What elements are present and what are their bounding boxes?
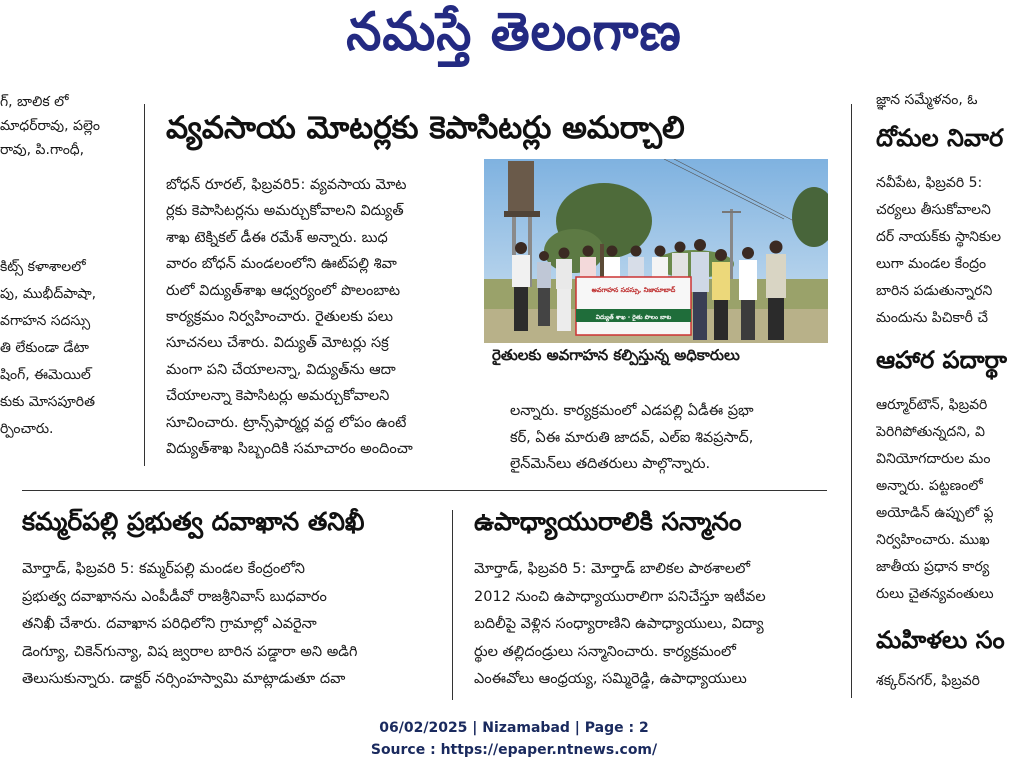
story-line: బోధన్‌ రూరల్‌, ఫిబ్రవరి5: వ్యవసాయ మోట — [166, 177, 407, 193]
main-headline: వ్యవసాయ మోటర్లకు కెపాసిటర్లు అమర్చాలి — [166, 110, 685, 146]
story-line: లన్నారు. కార్యక్రమంలో ఎడపల్లి ఏడీఈ ప్రభా — [510, 403, 754, 419]
story-line: డెంగ్యూ, చికెన్‌గున్యా, విష జ్వరాల బారిన పడ్డారా అని అడిగి — [22, 643, 358, 660]
right-column-block-1 — [876, 170, 1028, 332]
column-rule — [144, 104, 145, 466]
story-line: చేయాలన్నా కెపాసిటర్లు అమర్చుకోవాలని — [166, 388, 390, 405]
footer-date-edition: 06/02/2025 | Nizamabad | Page : 2 — [379, 720, 649, 736]
story-line: మంగా పని చేయాలన్నా, విద్యుత్‌ను ఆదా — [166, 361, 396, 378]
story-line: లైన్‌మెన్‌లు తదితరులు పాల్గొన్నారు. — [510, 456, 711, 472]
right-headline-1: దోమల నివార — [876, 124, 1004, 152]
left-line: తి లేకుండా డేటా — [0, 340, 89, 356]
right-line: శక్కర్‌నగర్‌, ఫిబ్రవరి — [876, 673, 980, 689]
teacher-headline: ఉపాధ్యాయురాలికి సన్మానం — [474, 507, 742, 536]
story-line: ప్రభుత్వ దవాఖానను ఎంపీడీవో రాజశ్రీనివాస్‌ బుధవారం — [22, 588, 327, 605]
left-line: పు, ముభీద్‌పాషా, — [0, 286, 97, 302]
right-line: రులు చైతన్యవంతులు — [876, 586, 994, 602]
story-line: కర్‌, ఏఈ మారుతి జాదవ్‌, ఎల్‌ఐ శివప్రసాద్‌, — [510, 429, 754, 446]
left-line: కుకు మోసపూరిత — [0, 394, 95, 410]
left-line: కిట్స్‌ కళాశాలలో — [0, 259, 86, 275]
right-line: మందును పిచికారీ చే — [876, 310, 988, 326]
right-headline-3: మహిళలు సం — [876, 626, 1005, 654]
left-line: రావు, పి.గాంధీ, — [0, 142, 85, 158]
right-line: బారిన పడుతున్నారని — [876, 283, 993, 299]
right-top-line — [876, 88, 1028, 112]
left-column-bottom — [0, 254, 132, 443]
main-story-continuation — [510, 398, 828, 478]
banner-line-2: అవగాహన సదస్సు, నిజామాబాద్ — [591, 286, 676, 294]
right-line: నిర్వహించారు. ముఖ — [876, 532, 990, 548]
left-line: ర్పించారు. — [0, 421, 54, 437]
left-line: షింగ్‌, ఈమెయిల్‌ — [0, 367, 91, 383]
story-line: బదిలీపై వెళ్లిన సంధ్యారాణిని ఉపాధ్యాయులు, విద్యా — [474, 616, 764, 632]
right-line: ఆర్మూర్‌టౌన్‌, ఫిబ్రవరి — [876, 397, 988, 413]
story-line: ర్థుల తల్లిదండ్రులు సన్మానించారు. కార్యక్రమంలో — [474, 643, 736, 660]
left-line: మాధర్‌రావు, పల్లెం — [0, 118, 101, 134]
story-line: సూచించారు. ట్రాన్స్‌ఫార్మర్ల వద్ద లోపం ఉంటే — [166, 414, 407, 431]
hospital-story-body — [22, 556, 436, 694]
right-headline-2: ఆహార పదార్థా — [876, 346, 1008, 374]
right-line: అయోడిన్‌ ఉప్పులో ఫ్ల — [876, 505, 994, 521]
column-rule — [452, 510, 453, 700]
story-line: సూచనలు చేశారు. విద్యుత్‌ మోటర్లు సక్ర — [166, 335, 389, 352]
left-line: వగాహన సదస్సు — [0, 313, 91, 329]
story-line: మోర్తాడ్‌, ఫిబ్రవరి 5: మోర్తాడ్‌ బాలికల పాఠశాలలో — [474, 561, 751, 577]
right-line: చర్యలు తీసుకోవాలని — [876, 202, 991, 218]
right-line: జ్ఞాన సమ్మేళనం, ఓ — [876, 92, 978, 108]
main-story-body — [166, 172, 478, 462]
column-rule — [851, 104, 852, 698]
right-line: వినియోగదారుల మం — [876, 451, 991, 467]
right-line: లుగా మండల కేంద్రం — [876, 256, 987, 272]
story-line: 2012 నుంచి ఉపాధ్యాయురాలిగా పనిచేస్తూ ఇటీవల — [474, 588, 766, 605]
right-line: అన్నారు. పట్టణంలో — [876, 478, 983, 494]
masthead-title: నమస్తే తెలంగాణ — [346, 0, 682, 63]
left-line: గ్, బాలిక లో — [0, 94, 69, 110]
story-line: వారం బోధన్‌ మండలంలోని ఊట్‌పల్లి శివా — [166, 256, 397, 273]
story-line: తెలుసుకున్నారు. డాక్టర్‌ నర్సింహస్వామి మాట్లాడుతూ దవా — [22, 671, 346, 687]
right-line: జాతీయ ప్రధాన కార్య — [876, 559, 990, 575]
right-line: దర్‌ నాయక్‌కు స్థానికుల — [876, 229, 1002, 245]
story-line: మోర్తాడ్‌, ఫిబ్రవరి 5: కమ్మర్‌పల్లి మండల కేంద్రంలోని — [22, 561, 305, 577]
story-line: ర్లకు కెపాసిటర్లను అమర్చుకోవాలని విద్యుత్‌ — [166, 203, 404, 220]
news-photo — [484, 159, 828, 343]
story-line: విద్యుత్‌శాఖ సిబ్బందికి సమాచారం అందించా — [166, 441, 413, 458]
teacher-story-body — [474, 556, 830, 694]
story-line: కార్యక్రమం నిర్వహించారు. రైతులకు పలు — [166, 309, 394, 326]
footer-source: Source : https://epaper.ntnews.com/ — [370, 742, 658, 758]
right-line: నవీపేట, ఫిబ్రవరి 5: — [876, 175, 983, 191]
banner-line-1: విద్యుత్ శాఖ - రైతు పొలం బాట — [595, 314, 672, 321]
horizontal-rule — [22, 490, 827, 491]
right-line: పెరిగిపోతున్నదని, వి — [876, 424, 985, 440]
story-line: శాఖ టెక్నికల్‌ డీఈ రమేశ్‌ అన్నారు. బుధ — [166, 229, 388, 246]
story-line: రులో విద్యుత్‌శాఖ ఆధ్వర్యంలో పొలంబాట — [166, 282, 401, 299]
right-column-block-3 — [876, 668, 1028, 695]
hospital-headline: కమ్మర్‌పల్లి ప్రభుత్వ దవాఖాన తనిఖీ — [22, 507, 365, 536]
story-line: తనిఖీ చేశారు. దవాఖాన పరిధిలోని గ్రామాల్లో ఎవరైనా — [22, 616, 317, 632]
masthead — [0, 0, 1028, 78]
story-line: ఎంఈవోలు ఆంధ్రయ్య, సమ్మిరెడ్డి, ఉపాధ్యాయులు — [474, 671, 747, 687]
photo-caption: రైతులకు అవగాహన కల్పిస్తున్న అధికారులు — [492, 346, 740, 364]
right-column-block-2 — [876, 392, 1028, 608]
left-column-top — [0, 90, 132, 162]
